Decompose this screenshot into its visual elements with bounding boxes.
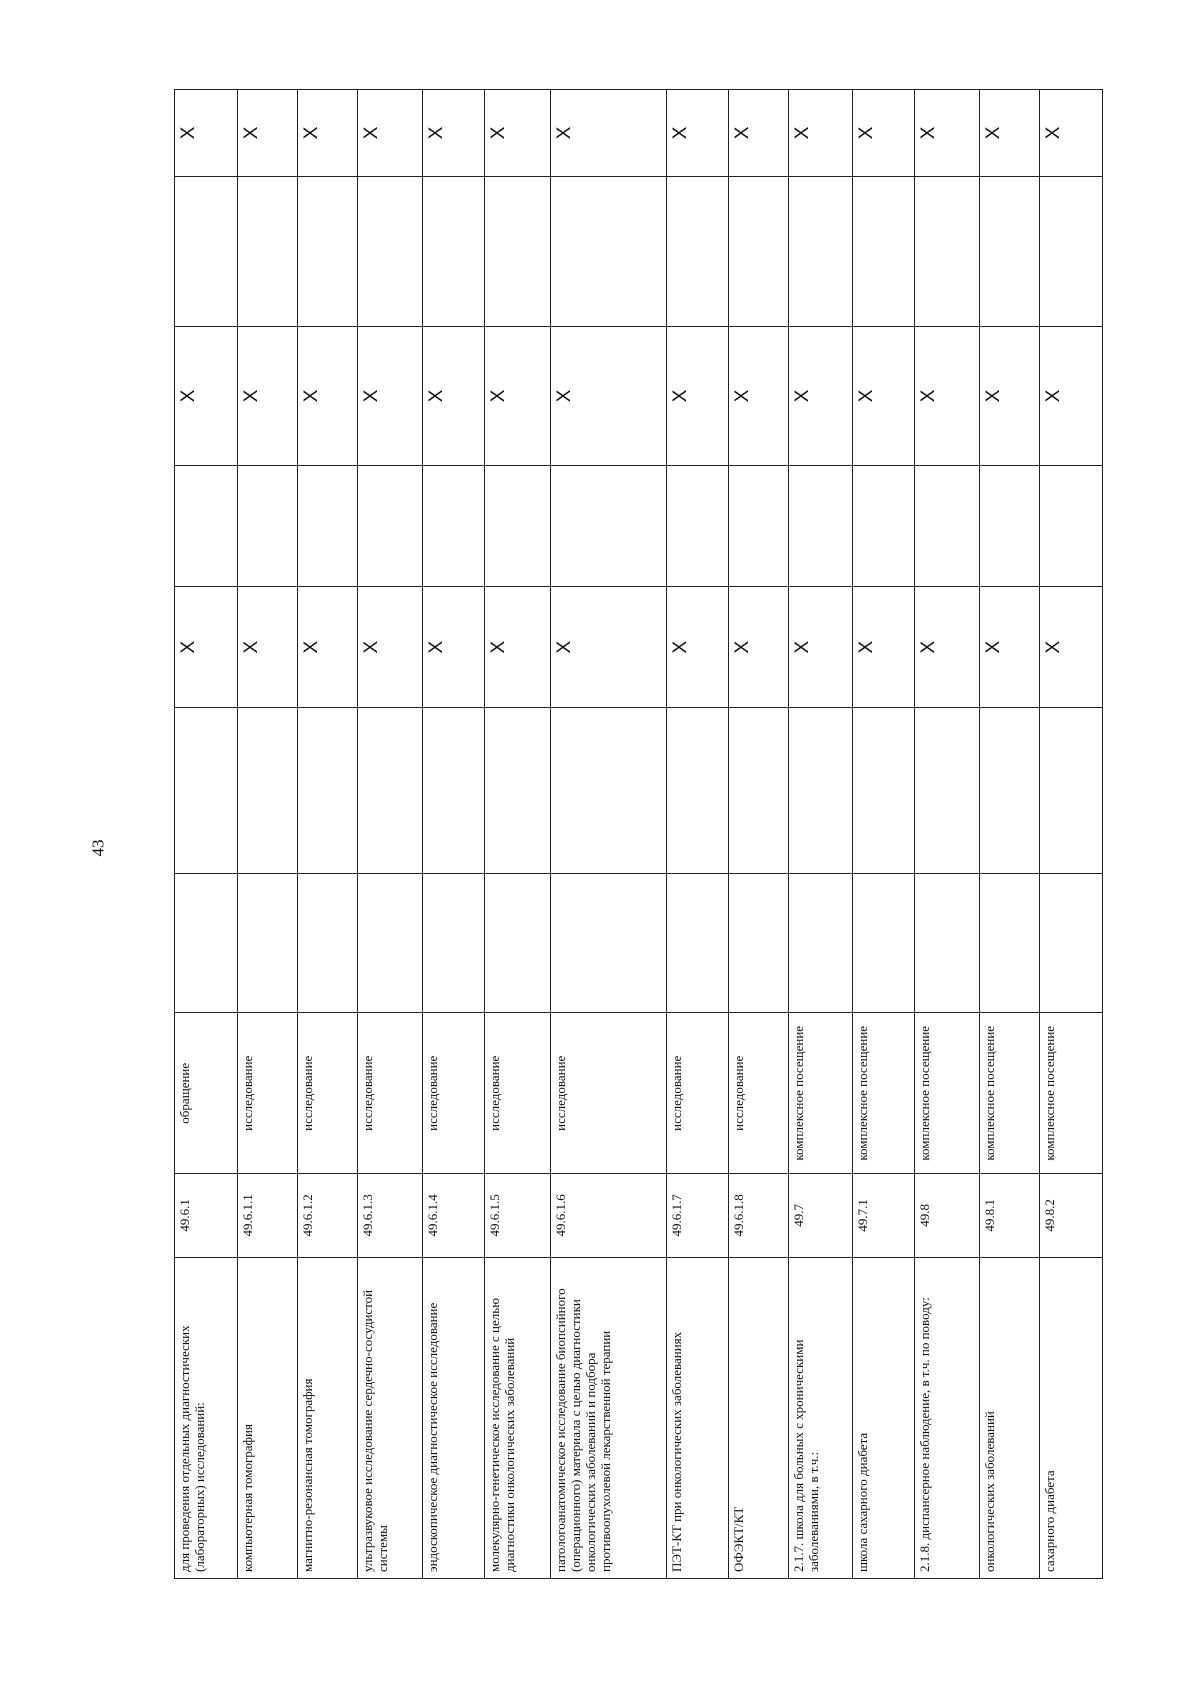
- row-col10-cell: X: [915, 90, 979, 177]
- row-code-cell: 49.8: [915, 1174, 979, 1258]
- row-code-cell: 49.6.1: [175, 1174, 238, 1258]
- row-col9-cell: [788, 176, 852, 326]
- row-name-cell: ПЭТ-КТ при онкологических заболеваниях: [666, 1257, 728, 1578]
- table-row: [551, 90, 666, 1579]
- row-col4-cell: [666, 874, 728, 1013]
- row-col5-cell: [551, 708, 666, 874]
- row-col7-cell: [728, 466, 788, 587]
- row-col9-cell: [175, 176, 238, 326]
- row-code-cell: 49.6.1.4: [422, 1174, 484, 1258]
- row-code-cell: 49.8.2: [1039, 1174, 1102, 1258]
- row-col10-cell: X: [666, 90, 728, 177]
- row-name-cell: ультразвуковое исследование сердечно-сосудистой системы: [358, 1257, 422, 1578]
- row-col8-cell: X: [728, 326, 788, 465]
- row-col10-cell: X: [175, 90, 238, 177]
- row-col7-cell: [484, 466, 551, 587]
- row-col7-cell: [175, 466, 238, 587]
- row-name-cell: эндоскопическое диагностическое исследование: [422, 1257, 484, 1578]
- row-col5-cell: [666, 708, 728, 874]
- row-col7-cell: [979, 466, 1039, 587]
- row-col4-cell: [979, 874, 1039, 1013]
- row-col9-cell: [298, 176, 358, 326]
- row-col9-cell: [238, 176, 298, 326]
- row-col7-cell: [238, 466, 298, 587]
- row-col7-cell: [666, 466, 728, 587]
- row-col7-cell: [915, 466, 979, 587]
- row-col7-cell: [853, 466, 915, 587]
- row-unit-cell: исследование: [551, 1013, 666, 1174]
- row-col8-cell: X: [484, 326, 551, 465]
- table-row: [238, 90, 298, 1579]
- row-unit-cell: исследование: [484, 1013, 551, 1174]
- row-col10-cell: X: [358, 90, 422, 177]
- services-table: [174, 89, 1103, 1579]
- row-col10-cell: X: [1039, 90, 1102, 177]
- row-code-cell: 49.6.1.6: [551, 1174, 666, 1258]
- row-unit-cell: исследование: [666, 1013, 728, 1174]
- row-col9-cell: [1039, 176, 1102, 326]
- row-col4-cell: [175, 874, 238, 1013]
- table-row: [728, 90, 788, 1579]
- row-col8-cell: X: [238, 326, 298, 465]
- row-unit-cell: комплексное посещение: [915, 1013, 979, 1174]
- row-code-cell: 49.6.1.1: [238, 1174, 298, 1258]
- row-unit-cell: комплексное посещение: [853, 1013, 915, 1174]
- row-col7-cell: [1039, 466, 1102, 587]
- row-code-cell: 49.6.1.7: [666, 1174, 728, 1258]
- table-row: [853, 90, 915, 1579]
- row-code-cell: 49.6.1.3: [358, 1174, 422, 1258]
- row-col5-cell: [298, 708, 358, 874]
- row-col9-cell: [979, 176, 1039, 326]
- row-code-cell: 49.7: [788, 1174, 852, 1258]
- row-col8-cell: X: [298, 326, 358, 465]
- row-col6-cell: X: [298, 587, 358, 708]
- row-unit-cell: комплексное посещение: [1039, 1013, 1102, 1174]
- row-col8-cell: X: [175, 326, 238, 465]
- row-col4-cell: [484, 874, 551, 1013]
- row-col6-cell: X: [422, 587, 484, 708]
- row-col7-cell: [788, 466, 852, 587]
- row-col10-cell: X: [788, 90, 852, 177]
- row-col10-cell: X: [422, 90, 484, 177]
- row-code-cell: 49.7.1: [853, 1174, 915, 1258]
- row-name-cell: магнитно-резонансная томография: [298, 1257, 358, 1578]
- row-name-cell: онкологических заболеваний: [979, 1257, 1039, 1578]
- row-name-cell: 2.1.7. школа для больных с хроническими заболеваниями, в т.ч.:: [788, 1257, 852, 1578]
- row-col6-cell: X: [551, 587, 666, 708]
- row-col4-cell: [1039, 874, 1102, 1013]
- row-code-cell: 49.6.1.5: [484, 1174, 551, 1258]
- row-col9-cell: [358, 176, 422, 326]
- row-col5-cell: [422, 708, 484, 874]
- row-col5-cell: [175, 708, 238, 874]
- table-row: [1039, 90, 1102, 1579]
- row-col4-cell: [853, 874, 915, 1013]
- row-col6-cell: X: [853, 587, 915, 708]
- row-col9-cell: [422, 176, 484, 326]
- table-row: [358, 90, 422, 1579]
- row-col9-cell: [484, 176, 551, 326]
- row-unit-cell: исследование: [422, 1013, 484, 1174]
- row-col10-cell: X: [238, 90, 298, 177]
- row-col9-cell: [728, 176, 788, 326]
- row-col9-cell: [915, 176, 979, 326]
- row-unit-cell: исследование: [238, 1013, 298, 1174]
- table-row: [979, 90, 1039, 1579]
- row-col6-cell: X: [238, 587, 298, 708]
- table-row: [298, 90, 358, 1579]
- row-col8-cell: X: [358, 326, 422, 465]
- row-col8-cell: X: [551, 326, 666, 465]
- row-col5-cell: [358, 708, 422, 874]
- table-row: [915, 90, 979, 1579]
- row-col4-cell: [551, 874, 666, 1013]
- row-unit-cell: исследование: [358, 1013, 422, 1174]
- row-col4-cell: [728, 874, 788, 1013]
- row-col5-cell: [788, 708, 852, 874]
- row-col8-cell: X: [979, 326, 1039, 465]
- row-col6-cell: X: [979, 587, 1039, 708]
- row-col6-cell: X: [788, 587, 852, 708]
- table-row: [666, 90, 728, 1579]
- row-code-cell: 49.6.1.8: [728, 1174, 788, 1258]
- row-col5-cell: [915, 708, 979, 874]
- row-col4-cell: [422, 874, 484, 1013]
- row-col7-cell: [358, 466, 422, 587]
- row-col8-cell: X: [788, 326, 852, 465]
- row-name-cell: молекулярно-генетическое исследование с целью диагностики онкологических заболеваний: [484, 1257, 551, 1578]
- row-name-cell: школа сахарного диабета: [853, 1257, 915, 1578]
- row-unit-cell: исследование: [298, 1013, 358, 1174]
- row-col6-cell: X: [484, 587, 551, 708]
- row-code-cell: 49.8.1: [979, 1174, 1039, 1258]
- row-col4-cell: [238, 874, 298, 1013]
- row-col5-cell: [238, 708, 298, 874]
- row-col10-cell: X: [728, 90, 788, 177]
- row-unit-cell: исследование: [728, 1013, 788, 1174]
- row-col8-cell: X: [915, 326, 979, 465]
- row-col7-cell: [298, 466, 358, 587]
- row-col10-cell: X: [853, 90, 915, 177]
- row-col6-cell: X: [915, 587, 979, 708]
- row-col10-cell: X: [979, 90, 1039, 177]
- row-name-cell: патологоанатомическое исследование биопсийного (операционного) материала с целью диагностики онкологических заболеваний и подбора противоопухолевой лекарственной терапии: [551, 1257, 666, 1578]
- row-col6-cell: X: [666, 587, 728, 708]
- row-code-cell: 49.6.1.2: [298, 1174, 358, 1258]
- row-name-cell: сахарного диабета: [1039, 1257, 1102, 1578]
- row-name-cell: компьютерная томография: [238, 1257, 298, 1578]
- table-rotated-wrapper: [174, 89, 1103, 1579]
- row-name-cell: для проведения отдельных диагностических (лабораторных) исследований:: [175, 1257, 238, 1578]
- row-unit-cell: обращение: [175, 1013, 238, 1174]
- row-col8-cell: X: [853, 326, 915, 465]
- row-unit-cell: комплексное посещение: [979, 1013, 1039, 1174]
- row-col5-cell: [484, 708, 551, 874]
- row-col5-cell: [979, 708, 1039, 874]
- row-col9-cell: [853, 176, 915, 326]
- row-name-cell: 2.1.8. диспансерное наблюдение, в т.ч. по поводу:: [915, 1257, 979, 1578]
- row-col6-cell: X: [175, 587, 238, 708]
- row-col10-cell: X: [551, 90, 666, 177]
- row-col6-cell: X: [728, 587, 788, 708]
- row-col7-cell: [422, 466, 484, 587]
- table-row: [422, 90, 484, 1579]
- row-col5-cell: [1039, 708, 1102, 874]
- row-name-cell: ОФЭКТ/КТ: [728, 1257, 788, 1578]
- row-col4-cell: [915, 874, 979, 1013]
- row-col4-cell: [298, 874, 358, 1013]
- row-col4-cell: [358, 874, 422, 1013]
- row-col9-cell: [666, 176, 728, 326]
- row-col7-cell: [551, 466, 666, 587]
- row-col10-cell: X: [484, 90, 551, 177]
- row-col5-cell: [853, 708, 915, 874]
- row-col4-cell: [788, 874, 852, 1013]
- row-col6-cell: X: [358, 587, 422, 708]
- row-col8-cell: X: [1039, 326, 1102, 465]
- table-row: [788, 90, 852, 1579]
- row-col8-cell: X: [666, 326, 728, 465]
- row-col10-cell: X: [298, 90, 358, 177]
- table-row: [175, 90, 238, 1579]
- table-row: [484, 90, 551, 1579]
- row-col6-cell: X: [1039, 587, 1102, 708]
- row-unit-cell: комплексное посещение: [788, 1013, 852, 1174]
- row-col8-cell: X: [422, 326, 484, 465]
- row-col5-cell: [728, 708, 788, 874]
- row-col9-cell: [551, 176, 666, 326]
- page-number: 43: [88, 839, 108, 857]
